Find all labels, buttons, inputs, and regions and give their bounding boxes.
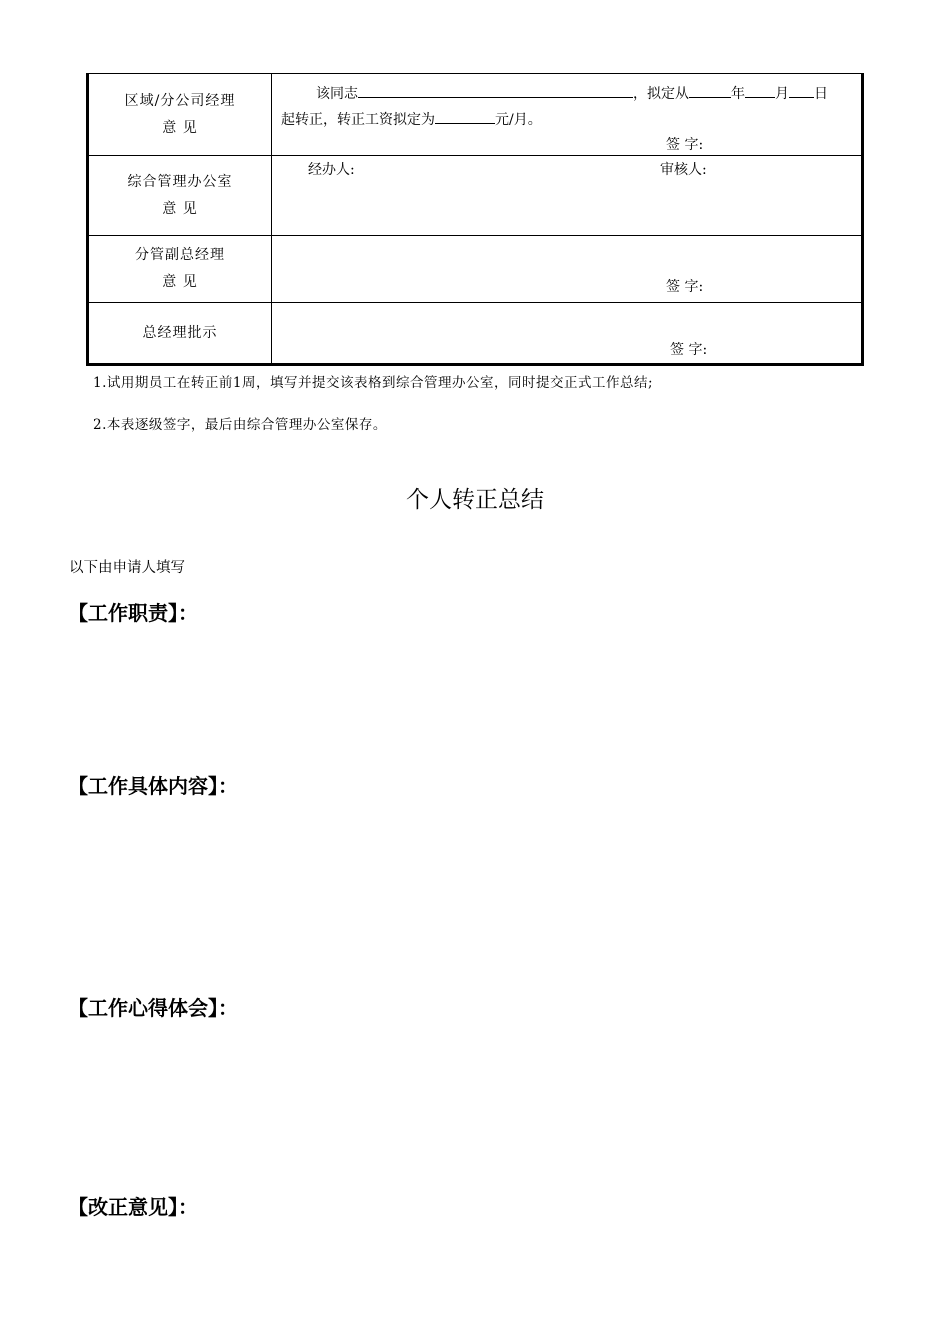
label-gm: 总经理批示 <box>89 303 272 364</box>
comrade-name-blank[interactable] <box>358 83 633 98</box>
row-gm <box>89 303 861 364</box>
approval-table <box>86 73 864 366</box>
section-job-duties: 【工作职责】： <box>68 601 198 625</box>
row-deputy-gm <box>89 236 861 303</box>
section-improvement: 【改正意见】： <box>68 1195 198 1219</box>
content-regional-manager <box>272 74 861 155</box>
row-regional-manager <box>89 74 861 156</box>
intro-text: 以下由申请人填写 <box>69 560 185 576</box>
opinion-line-2: 起转正，转正工资拟定为 元/月。 <box>281 109 542 129</box>
content-gm <box>272 303 861 364</box>
signature-deputy-gm: 签 字: <box>666 279 704 295</box>
signature-regional-manager: 签 字: <box>666 137 704 153</box>
label-admin-office: 综合管理办公室 意 见 <box>89 156 272 235</box>
day-blank[interactable] <box>789 83 814 98</box>
note-2: 2.本表逐级签字，最后由综合管理办公室保存。 <box>93 417 387 433</box>
year-blank[interactable] <box>689 83 731 98</box>
opinion-line-1: 该同志 ，拟定从 年 月 日 <box>316 83 828 103</box>
handler-label: 经办人: <box>308 162 355 178</box>
content-admin-office <box>272 156 861 235</box>
content-deputy-gm <box>272 236 861 302</box>
section-work-content: 【工作具体内容】： <box>68 774 238 798</box>
section-work-experience: 【工作心得体会】： <box>68 996 238 1020</box>
label-regional-manager: 区域/分公司经理 意 见 <box>89 74 272 155</box>
note-1: 1.试用期员工在转正前1周，填写并提交该表格到综合管理办公室，同时提交正式工作总结; <box>93 375 654 391</box>
reviewer-label: 审核人: <box>660 162 707 178</box>
signature-gm: 签 字: <box>670 342 708 358</box>
month-blank[interactable] <box>745 83 775 98</box>
row-admin-office <box>89 156 861 236</box>
page-title: 个人转正总结 <box>406 487 544 513</box>
salary-blank[interactable] <box>435 109 495 124</box>
label-deputy-gm: 分管副总经理 意 见 <box>89 236 272 302</box>
